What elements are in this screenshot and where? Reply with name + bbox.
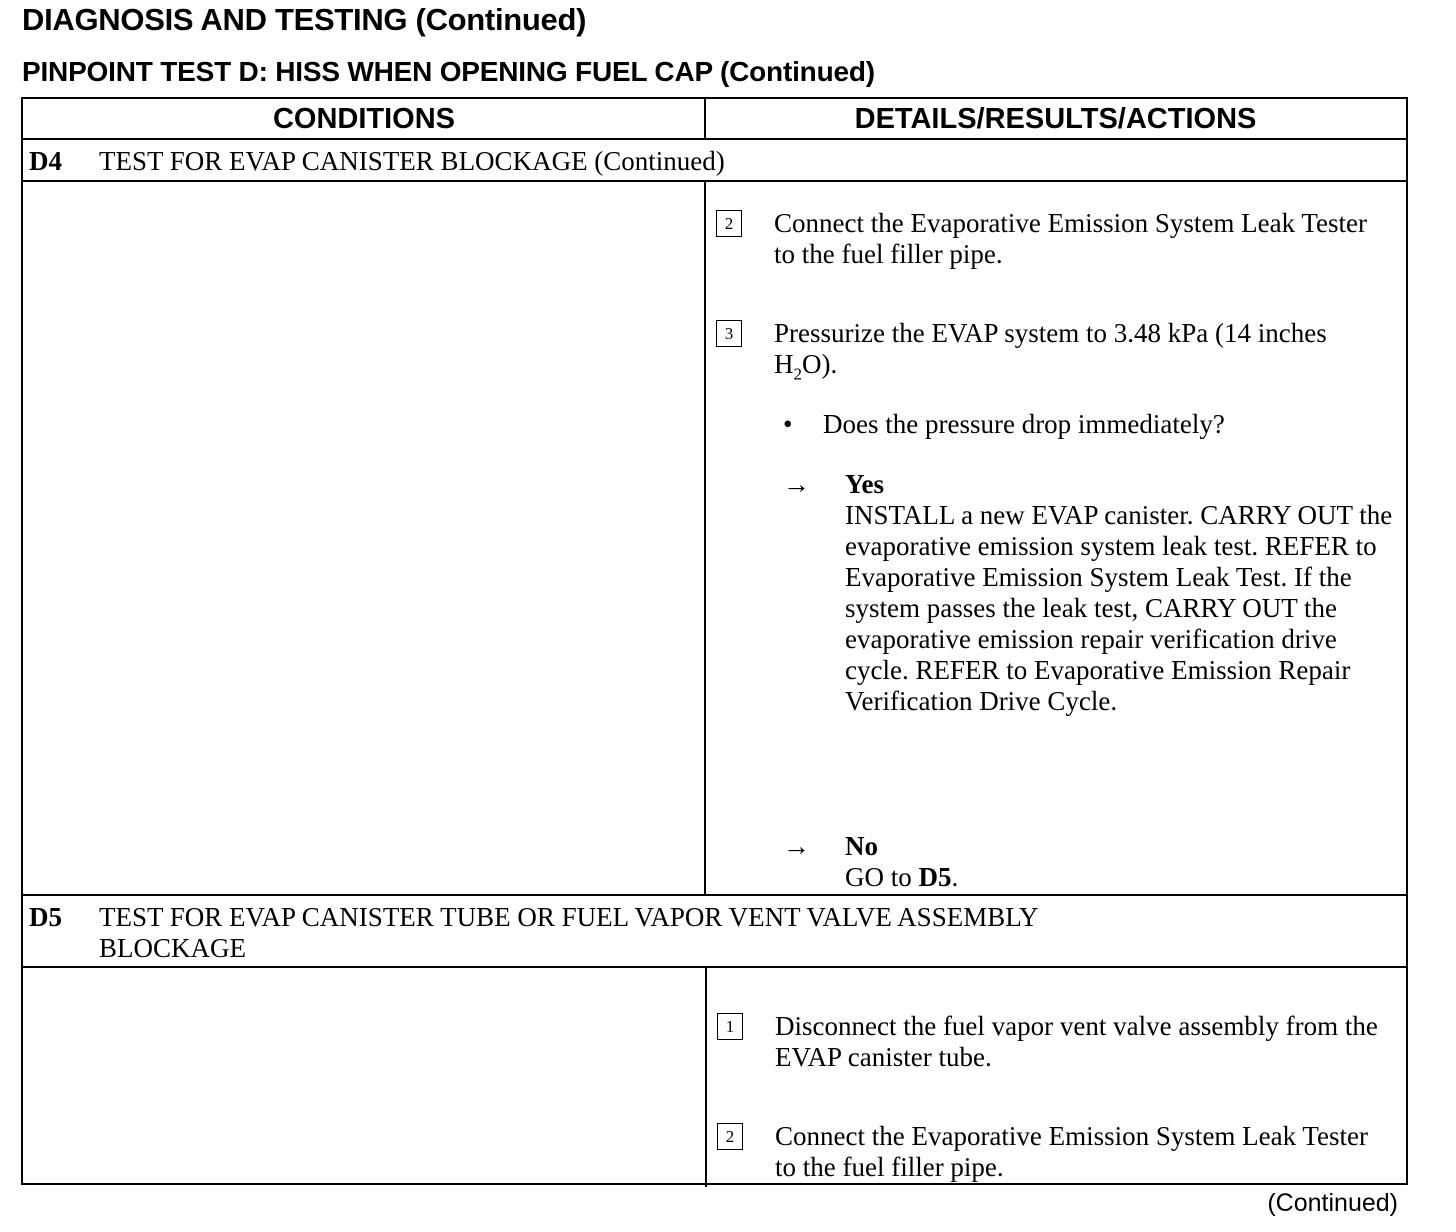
result-text: INSTALL a new EVAP canister. CARRY OUT the evaporative emission system leak test. REFER to Evaporative Emission System Leak Test. If the system passes the leak test, CARRY OUT the evaporative emission repair verification drive cycle. REFER to Evaporative Emission Repair Verification Drive Cycle. [845, 500, 1393, 716]
section-code: D5 [29, 902, 62, 932]
section-title: TEST FOR EVAP CANISTER BLOCKAGE (Continued) [99, 146, 725, 176]
question-text: Does the pressure drop immediately? [823, 409, 1225, 439]
step-number-box: 2 [716, 210, 742, 237]
section-title: TEST FOR EVAP CANISTER TUBE OR FUEL VAPOR VENT VALVE ASSEMBLY BLOCKAGE [99, 902, 1039, 963]
arrow-right-icon: → [783, 469, 810, 499]
d4-column-divider [704, 181, 706, 895]
d5-column-divider [705, 967, 707, 1187]
d5-head-rule [23, 966, 1406, 968]
continued-footer: (Continued) [1267, 1189, 1398, 1217]
d5-top-rule [23, 894, 1406, 896]
step-text: Connect the Evaporative Emission System Leak Tester to the fuel filler pipe. [774, 208, 1367, 269]
section-code: D4 [29, 146, 62, 176]
step-number-box: 3 [716, 320, 742, 347]
page-title: DIAGNOSIS AND TESTING (Continued) [22, 2, 587, 37]
column-header-details: DETAILS/RESULTS/ACTIONS [854, 102, 1257, 135]
result-text: GO to D5. [845, 862, 959, 892]
step-number-box: 1 [717, 1013, 743, 1040]
header-divider [704, 99, 706, 139]
result-label: Yes [845, 469, 884, 499]
step-text: Pressurize the EVAP system to 3.48 kPa (14 inches $H_2O$). [774, 318, 1327, 384]
d4-head-rule [23, 180, 1406, 182]
result-label: No [845, 831, 878, 861]
arrow-right-icon: → [783, 831, 810, 861]
test-title: PINPOINT TEST D: HISS WHEN OPENING FUEL CAP (Continued) [22, 56, 875, 87]
step-number-box: 2 [717, 1123, 743, 1150]
step-text: Connect the Evaporative Emission System Leak Tester to the fuel filler pipe. [775, 1121, 1368, 1182]
pinpoint-test-table [21, 97, 1408, 1185]
step-text: Disconnect the fuel vapor vent valve assembly from the EVAP canister tube. [775, 1011, 1378, 1072]
header-bottom-rule [23, 138, 1406, 140]
bullet-icon: • [783, 409, 793, 439]
step-reference: D5 [918, 862, 952, 892]
column-header-conditions: CONDITIONS [272, 102, 456, 135]
